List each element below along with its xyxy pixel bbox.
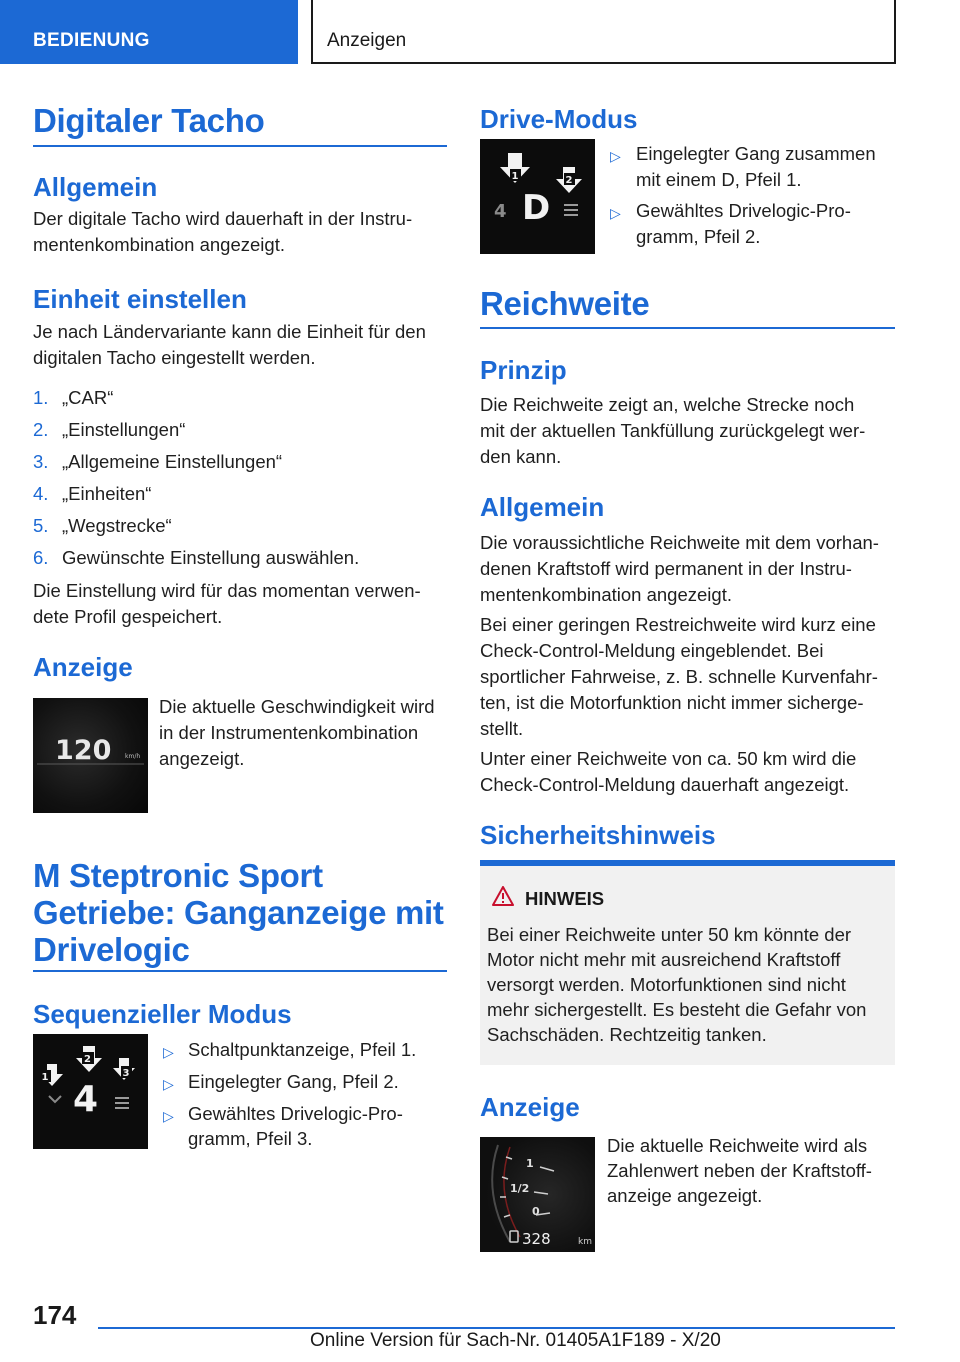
heading-sequenzieller-modus: Sequenzieller Modus [33,999,292,1029]
hinweis-label: HINWEIS [525,888,605,909]
allgemein-text-1: Der digitale Tacho wird dauerhaft in der Instru- [33,208,413,229]
allgemein-r-text-7: ten, ist die Motorfunktion nicht immer sicherge- [480,692,864,713]
prinzip-text-2: mit der aktuellen Tankfüllung zurückgelegt wer- [480,420,866,441]
arrow-label-1: 1 [511,171,519,182]
section-tab: BEDIENUNG [0,0,298,64]
step-number: 5. [33,515,49,536]
title-reichweite: Reichweite [480,285,650,322]
allgemein-r-text-2: denen Kraftstoff wird permanent in der Instru- [480,558,852,579]
hinweis-text-5: Sachschäden. Rechtzeitig tanken. [487,1024,767,1045]
range-unit: km [578,1237,592,1247]
gear-small-number: 4 [494,201,507,222]
warning-box [480,866,895,1065]
allgemein-r-text-10: Check-Control-Meldung dauerhaft angezeigt. [480,774,850,795]
heading-prinzip: Prinzip [480,355,567,385]
step-text: „Allgemeine Einstellungen“ [62,451,283,472]
speedometer-image [33,698,148,813]
gear-number: 4 [73,1079,99,1120]
step-number: 2. [33,419,49,440]
sequential-gear-image [33,1034,148,1149]
step-number: 6. [33,547,49,568]
drive-bullet-1a: Eingelegter Gang zusammen [636,143,876,164]
anzeige-r-text-3: anzeige angezeigt. [607,1185,763,1206]
speed-value: 120 [55,735,112,766]
allgemein-r-text-5: Check-Control-Meldung eingeblendet. Bei [480,640,824,661]
allgemein-text-2: mentenkombination angezeigt. [33,234,285,255]
hinweis-text-3: versorgt werden. Motorfunktionen sind nicht [487,974,846,995]
hinweis-text-2: Motor nicht mehr mit ausreichend Kraftstoff [487,949,841,970]
step-text: „Einstellungen“ [62,419,186,440]
chapter-header: Anzeigen [311,0,896,64]
allgemein-r-text-9: Unter einer Reichweite von ca. 50 km wird die [480,748,857,769]
range-value: 328 [522,1230,551,1248]
gauge-label-full: 1 [526,1157,534,1170]
speed-unit: km/h [125,753,141,760]
drive-mode-image [480,139,595,254]
gauge-label-half: 1/2 [510,1182,530,1195]
bullet-triangle-icon: ▷ [163,1076,174,1092]
allgemein-r-text-3: mentenkombination angezeigt. [480,584,732,605]
hinweis-text-4: mehr sichergestellt. Es besteht die Gefahr von [487,999,867,1020]
prinzip-text-1: Die Reichweite zeigt an, welche Strecke noch [480,394,855,415]
arrow-label-2: 2 [565,175,573,186]
step-text: „CAR“ [62,387,114,408]
einheit-text-1: Je nach Ländervariante kann die Einheit für den [33,321,426,342]
heading-allgemein-reichweite: Allgemein [480,492,605,522]
allgemein-r-text-6: sportlicher Fahrweise, z. B. schnelle Kurvenfahr- [480,666,878,687]
range-gauge-image [480,1137,595,1252]
profile-text-2: dete Profil gespeichert. [33,606,223,627]
gauge-label-empty: 0 [532,1205,540,1218]
heading-allgemein: Allgemein [33,172,158,202]
arrow-label-2: 2 [84,1054,91,1065]
title-rule [33,145,447,147]
anzeige-text-2: in der Instrumentenkombination [159,722,419,743]
heading-sicherheitshinweis: Sicherheitshinweis [480,820,716,850]
step-number: 3. [33,451,49,472]
arrow-label-1: 1 [41,1072,49,1083]
footer-rule [98,1327,895,1329]
bullet-triangle-icon: ▷ [163,1044,174,1060]
anzeige-r-text-2: Zahlenwert neben der Kraftstoff- [607,1160,872,1181]
bullet-triangle-icon: ▷ [610,148,621,164]
warning-triangle-icon [492,886,514,906]
seq-bullet-3b: gramm, Pfeil 3. [188,1128,313,1149]
title-mst-line1: M Steptronic Sport [33,857,323,894]
drive-bullet-2a: Gewähltes Drivelogic-Pro- [636,200,851,221]
bullet-triangle-icon: ▷ [163,1108,174,1124]
allgemein-r-text-8: stellt. [480,718,524,739]
seq-bullet-2: Eingelegter Gang, Pfeil 2. [188,1071,399,1092]
step-text: Gewünschte Einstellung auswählen. [62,547,360,568]
drive-gear-letter: D [522,188,551,228]
heading-einheit-einstellen: Einheit einstellen [33,284,247,314]
title-rule [33,970,447,972]
step-text: „Wegstrecke“ [62,515,172,536]
anzeige-text-3: angezeigt. [159,748,245,769]
seq-bullet-3a: Gewähltes Drivelogic-Pro- [188,1103,403,1124]
heading-anzeige-reichweite: Anzeige [480,1092,580,1122]
step-number: 4. [33,483,49,504]
title-digitaler-tacho: Digitaler Tacho [33,102,265,139]
step-number: 1. [33,387,49,408]
heading-anzeige: Anzeige [33,652,133,682]
step-text: „Einheiten“ [62,483,152,504]
footer-online-version: Online Version für Sach-Nr. 01405A1F189 - X/20 [310,1330,721,1351]
profile-text-1: Die Einstellung wird für das momentan verwen- [33,580,421,601]
allgemein-r-text-1: Die voraussichtliche Reichweite mit dem vorhan- [480,532,879,553]
allgemein-r-text-4: Bei einer geringen Restreichweite wird kurz eine [480,614,876,635]
arrow-label-3: 3 [122,1068,130,1079]
page-number: 174 [33,1300,77,1330]
title-rule [480,327,895,329]
title-mst-line3: Drivelogic [33,931,190,968]
title-mst-line2: Getriebe: Ganganzeige mit [33,894,444,931]
heading-drive-modus: Drive-Modus [480,104,638,134]
seq-bullet-1: Schaltpunktanzeige, Pfeil 1. [188,1039,417,1060]
anzeige-r-text-1: Die aktuelle Reichweite wird als [607,1135,868,1156]
einheit-text-2: digitalen Tacho eingestellt werden. [33,347,316,368]
drive-bullet-1b: mit einem D, Pfeil 1. [636,169,802,190]
hinweis-text-1: Bei einer Reichweite unter 50 km könnte der [487,924,852,945]
prinzip-text-3: den kann. [480,446,562,467]
anzeige-text-1: Die aktuelle Geschwindigkeit wird [159,696,435,717]
drive-bullet-2b: gramm, Pfeil 2. [636,226,761,247]
bullet-triangle-icon: ▷ [610,205,621,221]
